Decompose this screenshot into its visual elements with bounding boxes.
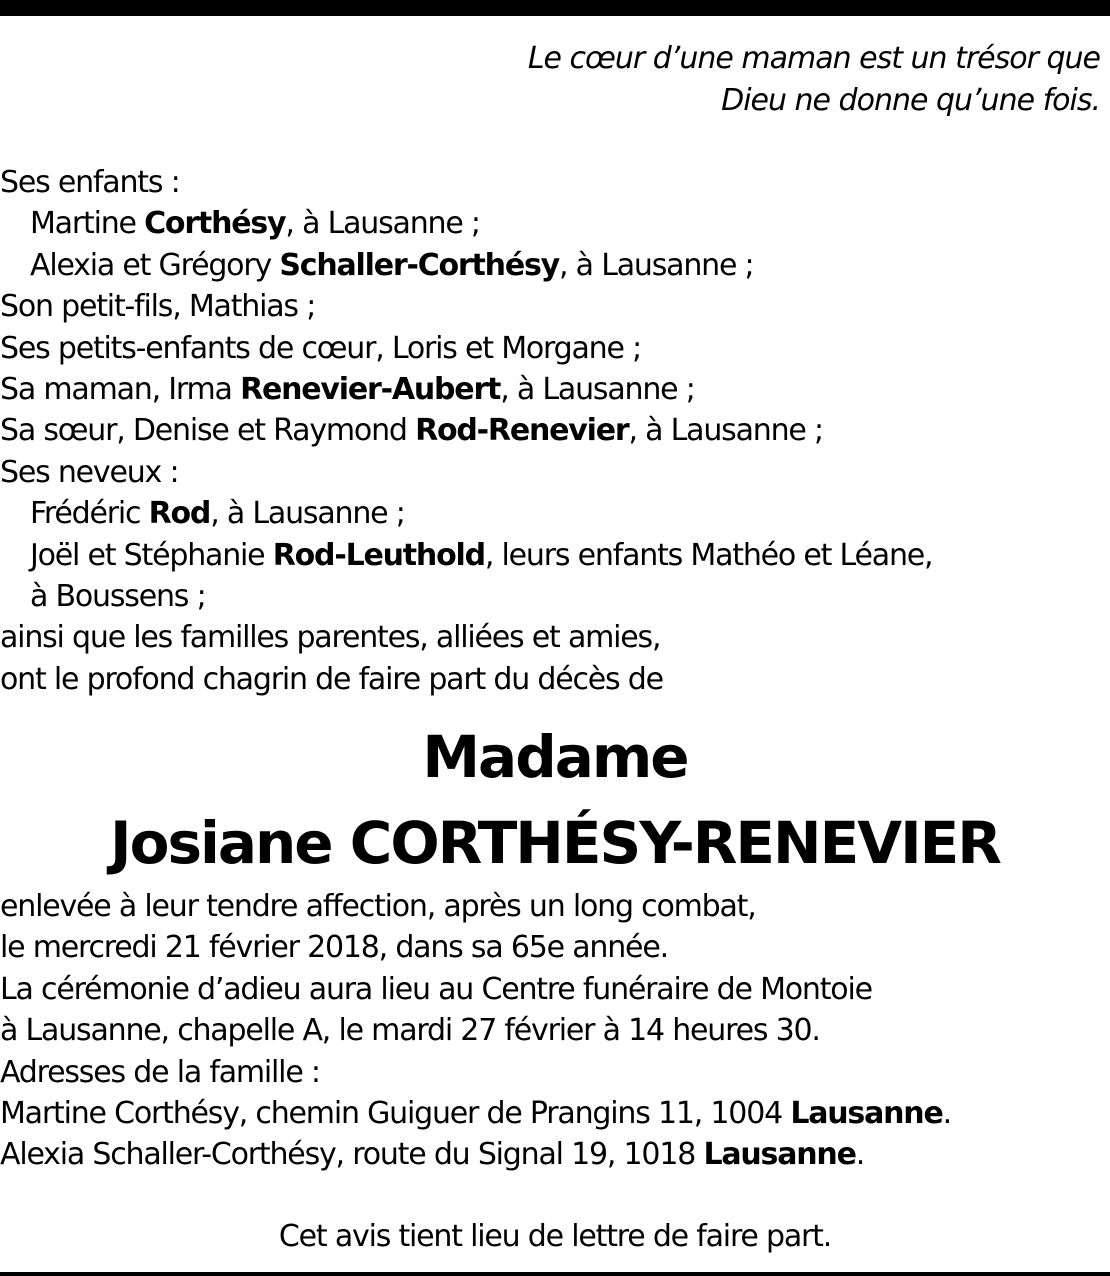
child-entry-1	[0, 203, 1100, 244]
nephew-entry-2	[0, 535, 1100, 576]
nephew-1-suffix: , à Lausanne ;	[210, 496, 405, 532]
mother-suffix: , à Lausanne ;	[500, 371, 695, 407]
child-2-surname: Schaller-Corthésy	[279, 247, 559, 283]
epigraph-line-1: Le cœur d’une maman est un trésor que	[527, 41, 1100, 76]
epigraph-quote	[340, 38, 1100, 122]
announcement-line: ont le profond chagrin de faire part du décès de	[0, 661, 663, 697]
nephew-2-surname: Rod-Leuthold	[272, 537, 485, 573]
address-1-end: .	[942, 1095, 951, 1131]
nephew-2-first: Joël et Stéphanie	[30, 537, 273, 573]
address-entry-1	[0, 1093, 1100, 1134]
child-2-suffix: , à Lausanne ;	[559, 247, 754, 283]
footer-note: Cet avis tient lieu de lettre de faire part.	[278, 1219, 832, 1254]
details-line-2: le mercredi 21 février 2018, dans sa 65e année.	[0, 930, 668, 966]
address-2-text: Alexia Schaller-Corthésy, route du Signal 19, 1018	[0, 1137, 704, 1173]
children-label: Ses enfants :	[0, 165, 180, 200]
sister-entry	[0, 410, 1100, 451]
address-2-end: .	[855, 1137, 865, 1173]
nephew-1-surname: Rod	[148, 496, 211, 532]
addresses-label: Adresses de la famille :	[0, 1054, 320, 1090]
address-2-city: Lausanne	[703, 1137, 856, 1173]
sister-suffix: , à Lausanne ;	[628, 413, 823, 449]
nephew-entry-1	[0, 493, 1100, 534]
epigraph-line-2: Dieu ne donne qu’une fois.	[721, 83, 1100, 118]
bottom-border-rule	[0, 1272, 1110, 1276]
details-line-4: à Lausanne, chapelle A, le mardi 27 février à 14 heures 30.	[0, 1013, 820, 1049]
nephew-entry-2-continued: à Boussens ;	[30, 578, 206, 614]
mother-surname: Renevier-Aubert	[240, 371, 501, 407]
child-2-first: Alexia et Grégory	[30, 247, 280, 283]
child-entry-2	[0, 245, 1100, 286]
details-line-1: enlevée à leur tendre affection, après un long combat,	[0, 889, 756, 924]
child-1-first: Martine	[30, 206, 145, 242]
extended-families-line: ainsi que les familles parentes, alliées et amies,	[0, 620, 661, 656]
ceremony-details	[0, 886, 1100, 1176]
nephews-label: Ses neveux :	[0, 454, 179, 490]
mother-prefix: Sa maman, Irma	[0, 371, 241, 407]
address-1-text: Martine Corthésy, chemin Guiguer de Prangins 11, 1004	[0, 1095, 791, 1131]
details-line-3: La cérémonie d’adieu aura lieu au Centre funéraire de Montoie	[0, 971, 872, 1007]
family-list	[0, 162, 1100, 700]
mother-entry	[0, 369, 1100, 410]
nephew-1-first: Frédéric	[30, 496, 149, 532]
step-grandchildren-entry: Ses petits-enfants de cœur, Loris et Morgane ;	[0, 330, 641, 366]
address-entry-2	[0, 1134, 1100, 1175]
child-1-surname: Corthésy	[144, 206, 286, 242]
child-1-suffix: , à Lausanne ;	[285, 206, 480, 242]
deceased-name: Josiane CORTHÉSY-RENEVIER	[110, 809, 1000, 877]
grandson-entry: Son petit-fils, Mathias ;	[0, 289, 316, 325]
sister-prefix: Sa sœur, Denise et Raymond	[0, 413, 416, 449]
top-border-rule	[0, 0, 1110, 16]
address-1-city: Lausanne	[790, 1095, 943, 1131]
deceased-title: Madame	[422, 723, 688, 791]
deceased-name-block	[0, 714, 1110, 886]
nephew-2-suffix: , leurs enfants Mathéo et Léane,	[484, 537, 933, 573]
sister-surname: Rod-Renevier	[415, 413, 629, 449]
